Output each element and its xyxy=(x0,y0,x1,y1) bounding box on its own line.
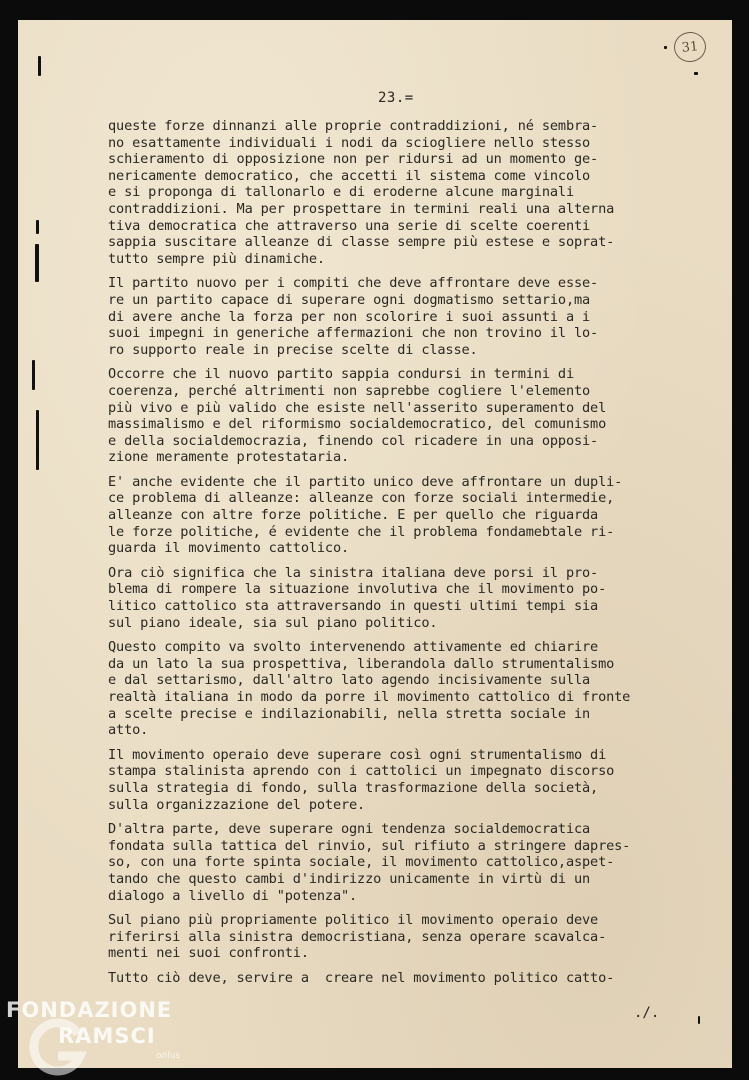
text-line: atto. xyxy=(108,722,149,739)
text-line: a scelte precise e indilazionabili, nella stretta sociale in xyxy=(108,705,591,722)
text-line: ce problema di alleanze: alleanze con forze sociali intermedie, xyxy=(108,490,615,507)
text-line: Occorre che il nuovo partito sappia condursi in termini di xyxy=(108,366,574,383)
fondazione-gramsci-watermark xyxy=(6,996,196,1076)
text-line: Questo compito va svolto intervenendo attivamente ed chiarire xyxy=(108,639,599,656)
scan-mark xyxy=(32,360,35,390)
archive-number-stamp: 31 xyxy=(673,30,708,63)
paragraph xyxy=(108,118,668,267)
text-line: realtà italiana in modo da porre il movimento cattolico di fronte xyxy=(108,689,631,705)
watermark-line-1: FONDAZIONE xyxy=(6,998,173,1022)
text-line: di avere anche la forza per non scolorire i suoi assunti a i xyxy=(108,308,591,325)
text-line: massimalismo e del riformismo socialdemocratico, del comunismo xyxy=(108,416,607,433)
text-line: tiva democratica che attraverso una serie di scelte coerenti xyxy=(108,217,591,234)
text-line: guarda il movimento cattolico. xyxy=(108,540,350,557)
text-line: nericamente democratico, che accetti il sistema come vincolo xyxy=(108,167,591,184)
text-line: sappia suscitare alleanze di classe sempre più estese e soprat- xyxy=(108,234,615,251)
text-line: zione meramente protestataria. xyxy=(108,449,350,466)
text-line: Ora ciò significa che la sinistra italiana deve porsi il pro- xyxy=(108,564,599,581)
text-line: suoi impegni in generiche affermazioni che non trovino il lo- xyxy=(108,325,599,342)
page-number: 23.= xyxy=(378,90,414,106)
paragraph xyxy=(108,275,668,358)
text-line: stampa stalinista aprendo con i cattolici un impegnato discorso xyxy=(108,763,615,780)
text-line: blema di rompere la situazione involutiva che il movimento po- xyxy=(108,581,607,598)
text-line: contraddizioni. Ma per prospettare in termini reali una alterna xyxy=(108,200,615,217)
text-line: riferirsi alla sinistra democristiana, senza operare scavalca- xyxy=(108,928,607,945)
scan-mark xyxy=(664,46,667,49)
continuation-mark: ./. xyxy=(634,1005,660,1021)
text-line: E' anche evidente che il partito unico deve affrontare un dupli- xyxy=(108,473,623,490)
text-line: e si proponga di tallonarlo e di eroderne alcune marginali xyxy=(108,184,574,201)
text-line: tutto sempre più dinamiche. xyxy=(108,250,325,267)
text-line: Tutto ciò deve, servire a creare nel movimento politico catto- xyxy=(108,969,615,986)
text-line: tando che questo cambi d'indirizzo unicamente in virtù di un xyxy=(108,870,591,887)
paragraph xyxy=(108,639,668,739)
text-line: da un lato la sua prospettiva, liberandola dallo strumentalismo xyxy=(108,655,615,672)
scan-mark xyxy=(35,244,39,282)
scan-mark xyxy=(698,1016,700,1024)
text-line: Sul piano più propriamente politico il movimento operaio deve xyxy=(108,912,599,929)
scan-mark xyxy=(38,56,41,76)
watermark-line-2: RAMSCI xyxy=(58,1024,156,1048)
text-line: e dal settarismo, dall'altro lato agendo incisivamente sulla xyxy=(108,672,591,689)
text-line: Il partito nuovo per i compiti che deve affrontare deve esse- xyxy=(108,275,599,292)
paragraph xyxy=(108,474,668,557)
text-line: ro supporto reale in precise scelte di classe. xyxy=(108,341,478,358)
scan-mark xyxy=(694,72,698,75)
text-line: litico cattolico sta attraversando in questi ultimi tempi sia xyxy=(108,598,599,615)
text-line: Il movimento operaio deve superare così ogni strumentalismo di xyxy=(108,746,607,763)
text-line: alleanze con altre forze politiche. E per quello che riguarda xyxy=(108,507,599,524)
scan-mark xyxy=(36,410,39,470)
paragraph xyxy=(108,821,668,904)
typewritten-body xyxy=(108,118,668,995)
paragraph xyxy=(108,565,668,631)
text-line: so, con una forte spinta sociale, il movimento cattolico,aspet- xyxy=(108,854,615,871)
text-line: menti nei suoi confronti. xyxy=(108,945,309,962)
text-line: schieramento di opposizione non per ridursi ad un momento ge- xyxy=(108,151,599,168)
scan-mark xyxy=(36,220,39,234)
text-line: le forze politiche, é evidente che il problema fondamebtale ri- xyxy=(108,523,615,540)
text-line: dialogo a livello di "potenza". xyxy=(108,887,358,904)
text-line: no esattamente individuali i nodi da sciogliere nello stesso xyxy=(108,134,591,151)
text-line: più vivo e più valido che esiste nell'asserito superamento del xyxy=(108,399,607,416)
text-line: fondata sulla tattica del rinvio, sul rifiuto a stringere dapres- xyxy=(108,837,631,854)
text-line: sulla strategia di fondo, sulla trasformazione della società, xyxy=(108,779,599,796)
paragraph xyxy=(108,970,668,987)
text-line: queste forze dinnanzi alle proprie contraddizioni, né sembra- xyxy=(108,118,599,134)
paragraph xyxy=(108,747,668,813)
text-line: sulla organizzazione del potere. xyxy=(108,796,366,813)
text-line: e della socialdemocrazia, finendo col ricadere in una opposi- xyxy=(108,432,599,449)
document-page xyxy=(18,20,732,1068)
text-line: re un partito capace di superare ogni dogmatismo settario,ma xyxy=(108,291,591,308)
paragraph xyxy=(108,912,668,962)
paragraph xyxy=(108,366,668,466)
watermark-suffix: onlus xyxy=(156,1051,181,1061)
text-line: coerenza, perché altrimenti non saprebbe cogliere l'elemento xyxy=(108,382,591,399)
text-line: sul piano ideale, sia sul piano politico. xyxy=(108,614,438,631)
text-line: D'altra parte, deve superare ogni tendenza socialdemocratica xyxy=(108,821,591,838)
